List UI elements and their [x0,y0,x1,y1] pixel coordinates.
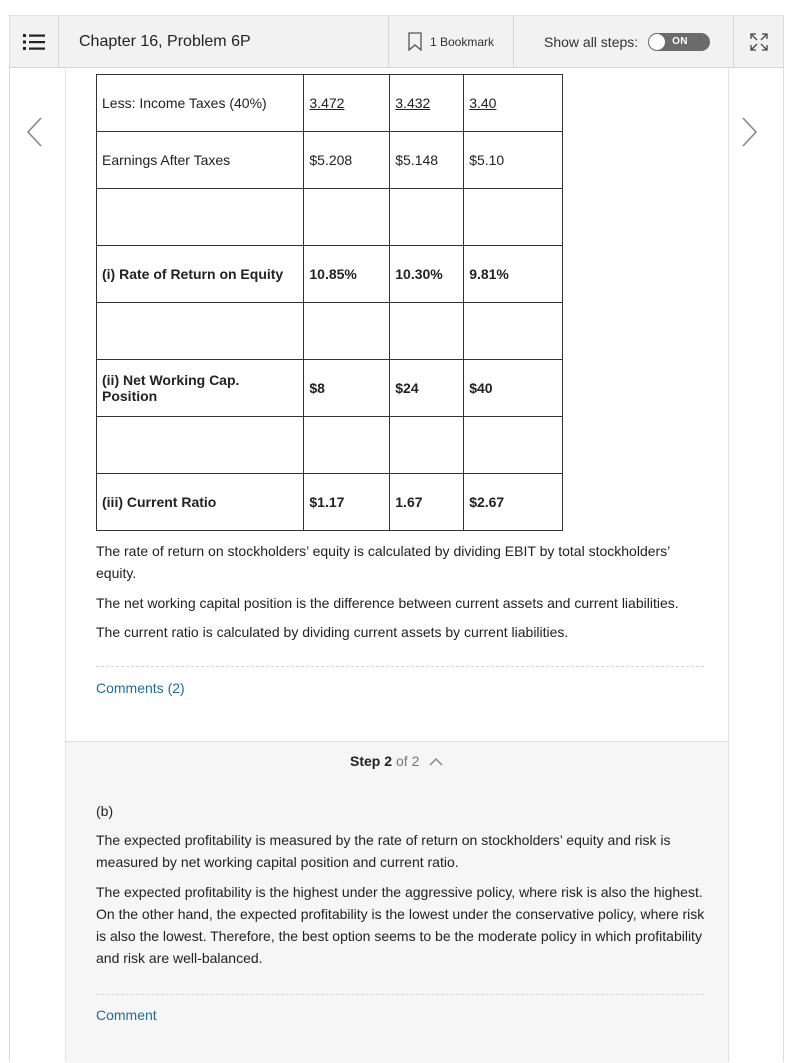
menu-button[interactable] [10,16,59,67]
table-cell [390,132,464,189]
row-label [97,132,304,189]
table-cell [464,189,563,246]
table-cell [390,417,464,474]
row-label [97,474,304,531]
cell-value: 10.30% [395,266,443,282]
toggle-knob [649,34,665,50]
step-2-header[interactable] [350,753,443,769]
page-title: Chapter 16, Problem 6P [79,32,251,50]
expand-icon [749,32,769,52]
show-all-steps-label: Show all steps: [544,33,639,50]
part-label: (b) [96,803,114,819]
table-cell [464,246,563,303]
frame-border-right [783,15,784,1062]
table-cell [464,417,563,474]
list-icon [23,33,45,51]
cell-value: $40 [469,380,493,396]
table-cell [464,303,563,360]
table-cell [304,303,390,360]
solution-header [10,15,783,68]
frame-border-left [9,15,10,1062]
step-2-count: of 2 [396,753,420,769]
table-cell [390,303,464,360]
note-return-on-equity: The rate of return on stockholders’ equity is calculated by dividing EBIT by total stockholders’ equity. [96,543,670,581]
table-cell [464,474,563,531]
bookmark-button[interactable] [388,16,514,67]
divider [96,994,704,995]
row-label [97,417,304,474]
show-all-steps [544,16,710,67]
table-cell [390,474,464,531]
table-cell [464,360,563,417]
row-label-text: (iii) Current Ratio [102,494,217,510]
comments-link[interactable]: Comments (2) [96,680,185,696]
cell-value: 3.432 [395,95,431,111]
row-label-text: (ii) Net Working Cap. Position [102,372,240,404]
table-cell [304,75,390,132]
row-label [97,75,304,132]
step-2-label: Step 2 [350,753,393,769]
cell-value: $5.10 [469,152,505,168]
table-cell [304,189,390,246]
table-row [97,132,563,189]
comment-link[interactable]: Comment [96,1007,157,1023]
cell-value: $8 [309,380,325,396]
step-2-paragraph-2: The expected profitability is the highest under the aggressive policy, where risk is also the highest. On the other hand, the expected profitability is the lowest under the conservative policy, where risk is also the lowest. Therefore, the best option seems to be the moderate policy in which profitability and risk are well-balanced. [96,884,705,966]
row-label [97,246,304,303]
table-cell [304,132,390,189]
row-label [97,303,304,360]
divider [96,666,704,667]
note-net-working-capital: The net working capital position is the difference between current assets and current liabilities. [96,595,679,611]
row-label [97,189,304,246]
table-row [97,75,563,132]
table-row [97,189,563,246]
table-cell [390,360,464,417]
bookmark-icon [408,32,422,51]
bookmark-label: 1 Bookmark [429,34,495,49]
cell-value: 10.85% [309,266,357,282]
ratio-table [96,74,563,531]
table-cell [390,246,464,303]
cell-value: 1.67 [395,494,423,510]
table-cell [390,189,464,246]
show-all-steps-toggle[interactable] [648,33,710,51]
step-2-paragraph-1: The expected profitability is measured by the rate of return on stockholders’ equity and risk is measured by net working capital position and current ratio. [96,832,671,870]
table-cell [464,132,563,189]
cell-value: $5.148 [395,152,439,168]
content-border-right [728,66,729,1062]
row-label [97,360,304,417]
cell-value: $1.17 [309,494,345,510]
cell-value: 3.40 [469,95,497,111]
table-row [97,303,563,360]
cell-value: $5.208 [309,152,353,168]
row-label-text: Earnings After Taxes [102,152,231,168]
toggle-state: ON [672,35,688,47]
row-label-text: (i) Rate of Return on Equity [102,266,284,282]
table-row [97,360,563,417]
row-label-text: Less: Income Taxes (40%) [102,95,267,111]
cell-value: 9.81% [469,266,509,282]
chevron-left-icon[interactable] [25,116,45,148]
table-cell [304,474,390,531]
table-cell [304,360,390,417]
table-cell [304,246,390,303]
table-cell [390,75,464,132]
table-cell [304,417,390,474]
chevron-up-icon [429,757,443,766]
chevron-right-icon[interactable] [739,116,759,148]
table-cell [464,75,563,132]
table-row [97,417,563,474]
note-current-ratio: The current ratio is calculated by dividing current assets by current liabilities. [96,624,569,640]
table-row [97,246,563,303]
expand-button[interactable] [733,16,784,67]
cell-value: $2.67 [469,494,505,510]
cell-value: 3.472 [309,95,345,111]
cell-value: $24 [395,380,419,396]
table-row [97,474,563,531]
